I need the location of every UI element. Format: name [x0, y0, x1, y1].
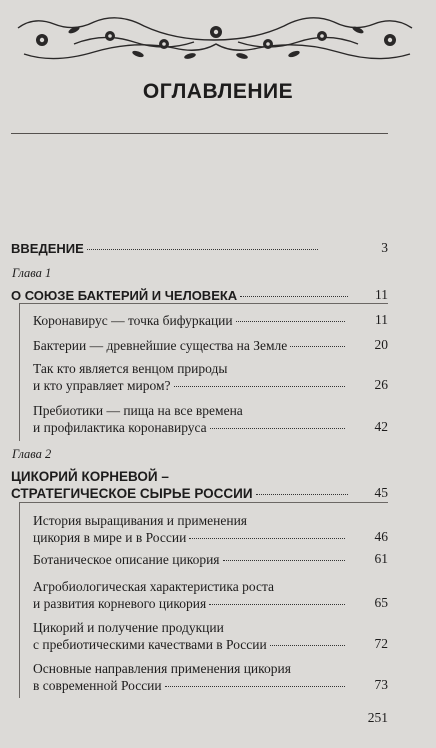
chapter-label: Глава 2	[12, 447, 52, 461]
toc-entry-title-line: СТРАТЕГИЧЕСКОЕ СЫРЬЕ РОССИИ	[11, 486, 253, 501]
toc-page-number: 11	[375, 287, 388, 302]
page-title: ОГЛАВЛЕНИЕ	[142, 80, 294, 103]
toc-page-number: 11	[375, 312, 388, 327]
dot-leader	[209, 604, 345, 605]
toc-section	[33, 551, 348, 568]
section-title-line: Агробиологическая характеристика роста	[33, 579, 275, 594]
toc-section	[33, 578, 348, 612]
dot-leader	[189, 538, 345, 539]
dot-leader	[165, 686, 345, 687]
dot-leader	[240, 296, 348, 297]
toc-page-number: 26	[374, 377, 388, 392]
toc-section	[33, 402, 348, 436]
dot-leader	[223, 560, 345, 561]
toc-page-number: 73	[374, 677, 388, 692]
toc-page-number: 20	[374, 337, 388, 352]
section-title-line: с пребиотическими качествами в России	[33, 637, 267, 652]
section-title-line: Основные направления применения цикория	[33, 661, 291, 676]
toc-section	[33, 360, 348, 394]
dot-leader	[270, 645, 345, 646]
toc-section	[33, 337, 348, 354]
toc-section	[33, 619, 348, 653]
page-folio: 251	[367, 710, 388, 725]
dot-leader	[290, 346, 345, 347]
toc-section	[33, 312, 348, 329]
toc-section	[33, 512, 348, 546]
toc-page-number: 42	[374, 419, 388, 434]
toc-entry-title: О СОЮЗЕ БАКТЕРИЙ И ЧЕЛОВЕКА	[11, 288, 238, 303]
divider	[11, 133, 388, 134]
toc-page-number: 61	[374, 551, 388, 566]
dot-leader	[174, 386, 346, 387]
dot-leader	[256, 494, 348, 495]
chapter-label: Глава 1	[12, 266, 52, 280]
section-title-line: Цикорий и получение продукции	[33, 620, 224, 635]
toc-page-number: 46	[374, 529, 388, 544]
toc-section	[33, 660, 348, 694]
dot-leader	[210, 428, 345, 429]
section-title-line: Так кто является венцом природы	[33, 361, 228, 376]
floral-ornament-icon	[14, 14, 418, 66]
toc-page-number: 65	[374, 595, 388, 610]
toc-entry-chapter1	[11, 287, 351, 304]
section-title: Ботаническое описание цикория	[33, 552, 220, 567]
toc-page-number: 45	[374, 485, 388, 500]
section-title-line: и кто управляет миром?	[33, 378, 171, 393]
section-title-line: Пребиотики — пища на все времена	[33, 403, 243, 418]
section-title-line: в современной России	[33, 678, 162, 693]
section-title: Бактерии — древнейшие существа на Земле	[33, 338, 288, 353]
section-title-line: цикория в мире и в России	[33, 530, 187, 545]
toc-entry-intro	[11, 240, 321, 257]
toc-page-number: 3	[381, 240, 388, 255]
section-title-line: и профилактика коронавируса	[33, 420, 207, 435]
dot-leader	[236, 321, 345, 322]
toc-page-number: 72	[374, 636, 388, 651]
section-title-line: и развития корневого цикория	[33, 596, 207, 611]
section-title: Коронавирус — точка бифуркации	[33, 313, 233, 328]
dot-leader	[87, 249, 318, 250]
section-title-line: История выращивания и применения	[33, 513, 248, 528]
toc-entry-title-line: ЦИКОРИЙ КОРНЕВОЙ –	[11, 469, 169, 484]
toc-entry-chapter2	[11, 468, 351, 502]
toc-entry-title: ВВЕДЕНИЕ	[11, 241, 84, 256]
